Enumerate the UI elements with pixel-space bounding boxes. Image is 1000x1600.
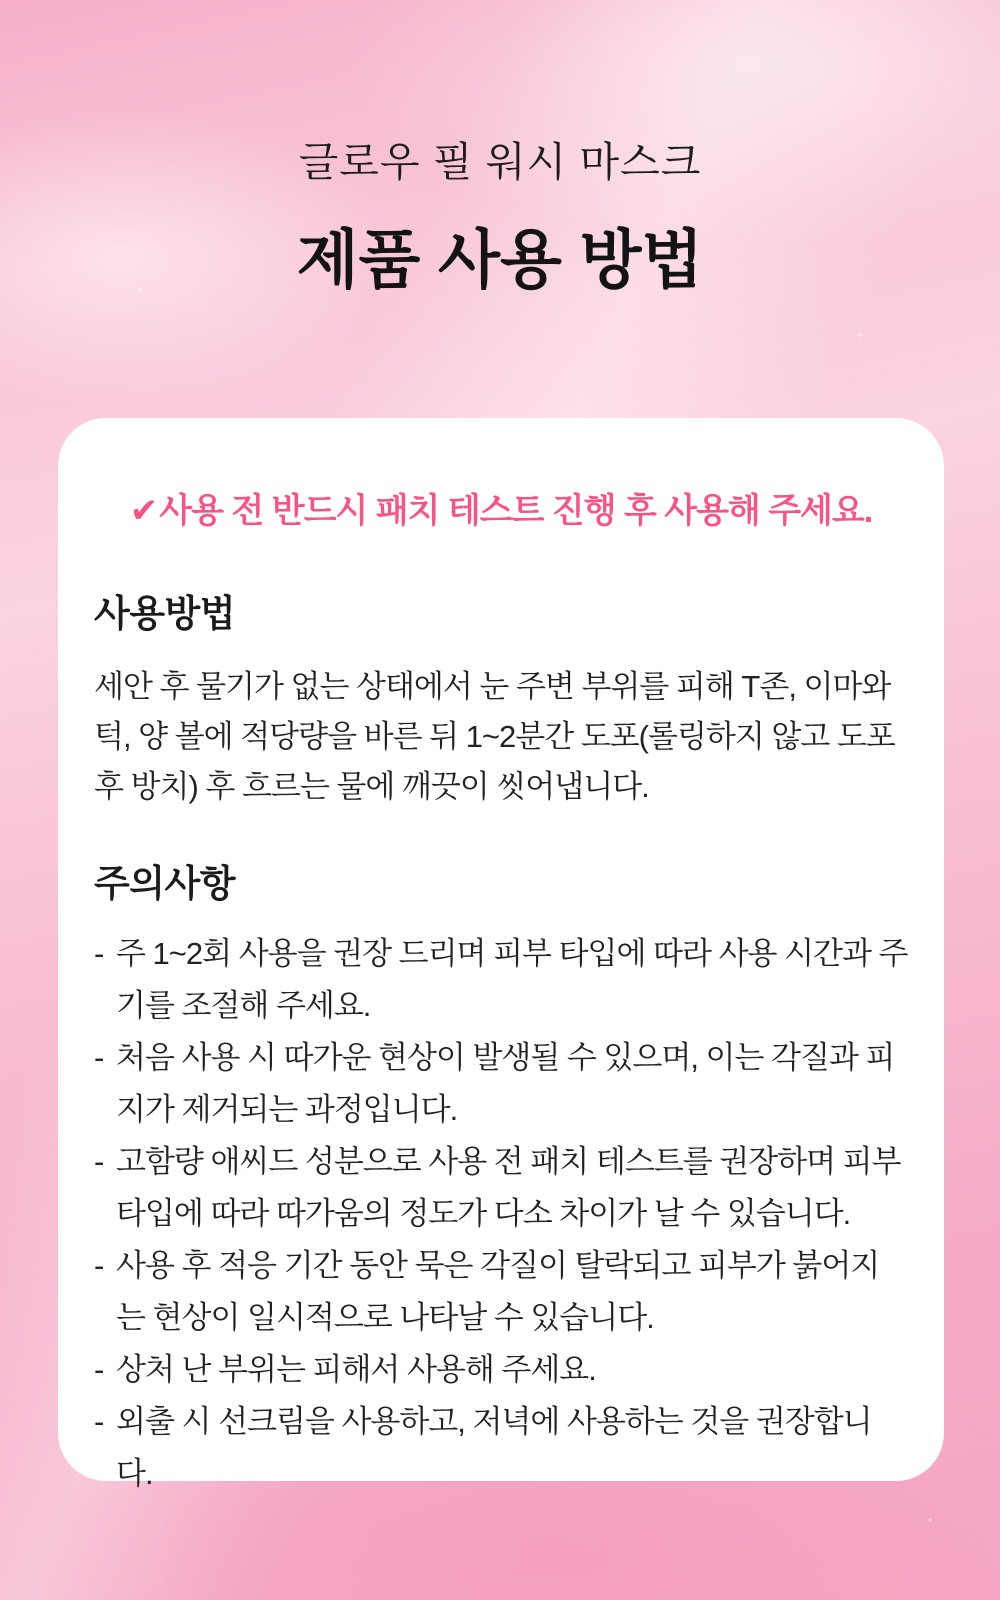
caution-item-text: 상처 난 부위는 피해서 사용해 주세요.: [116, 1352, 596, 1387]
caution-item: [94, 1240, 908, 1344]
bullet-dash: -: [94, 1248, 104, 1283]
page-title: 제품 사용 방법: [296, 224, 704, 297]
instructions-card: [58, 418, 944, 1491]
page-header: [0, 0, 1000, 296]
patch-test-notice: [94, 490, 908, 532]
caution-item: [94, 1136, 908, 1240]
usage-heading: 사용방법: [94, 593, 235, 634]
caution-heading: 주의사항: [94, 863, 235, 904]
caution-item: [94, 1032, 908, 1136]
caution-item-text: 처음 사용 시 따가운 현상이 발생될 수 있으며, 이는 각질과 피지가 제거되는 과정입니다.: [116, 1040, 895, 1127]
patch-test-notice-text: 사용 전 반드시 패치 테스트 진행 후 사용해 주세요.: [159, 492, 873, 530]
bullet-dash: -: [94, 936, 104, 971]
caution-item-text: 주 1~2회 사용을 권장 드리며 피부 타입에 따라 사용 시간과 주기를 조절해 주세요.: [116, 936, 908, 1023]
caution-item-text: 고함량 애씨드 성분으로 사용 전 패치 테스트를 권장하며 피부 타입에 따라 따가움의 정도가 다소 차이가 날 수 있습니다.: [116, 1144, 901, 1231]
caution-item-text: 사용 후 적응 기간 동안 묵은 각질이 탈락되고 피부가 붉어지는 현상이 일시적으로 나타날 수 있습니다.: [116, 1248, 880, 1335]
product-name: 글로우 필 워시 마스크: [298, 139, 702, 185]
bullet-dash: -: [94, 1144, 104, 1179]
bullet-dash: -: [94, 1352, 104, 1387]
bullet-dash: -: [94, 1404, 104, 1439]
caution-item: [94, 1396, 908, 1500]
usage-body: 세안 후 물기가 없는 상태에서 눈 주변 부위를 피해 T존, 이마와 턱, 양 볼에 적당량을 바른 뒤 1~2분간 도포(롤링하지 않고 도포 후 방치) 후 흐르는 물에 깨끗이 씻어냅니다.: [94, 669, 895, 804]
caution-item: [94, 1344, 908, 1396]
caution-list: [94, 928, 908, 1500]
check-icon: ✔: [129, 492, 158, 530]
caution-item-text: 외출 시 선크림을 사용하고, 저녁에 사용하는 것을 권장합니다.: [116, 1404, 872, 1491]
caution-item: [94, 928, 908, 1032]
bullet-dash: -: [94, 1040, 104, 1075]
